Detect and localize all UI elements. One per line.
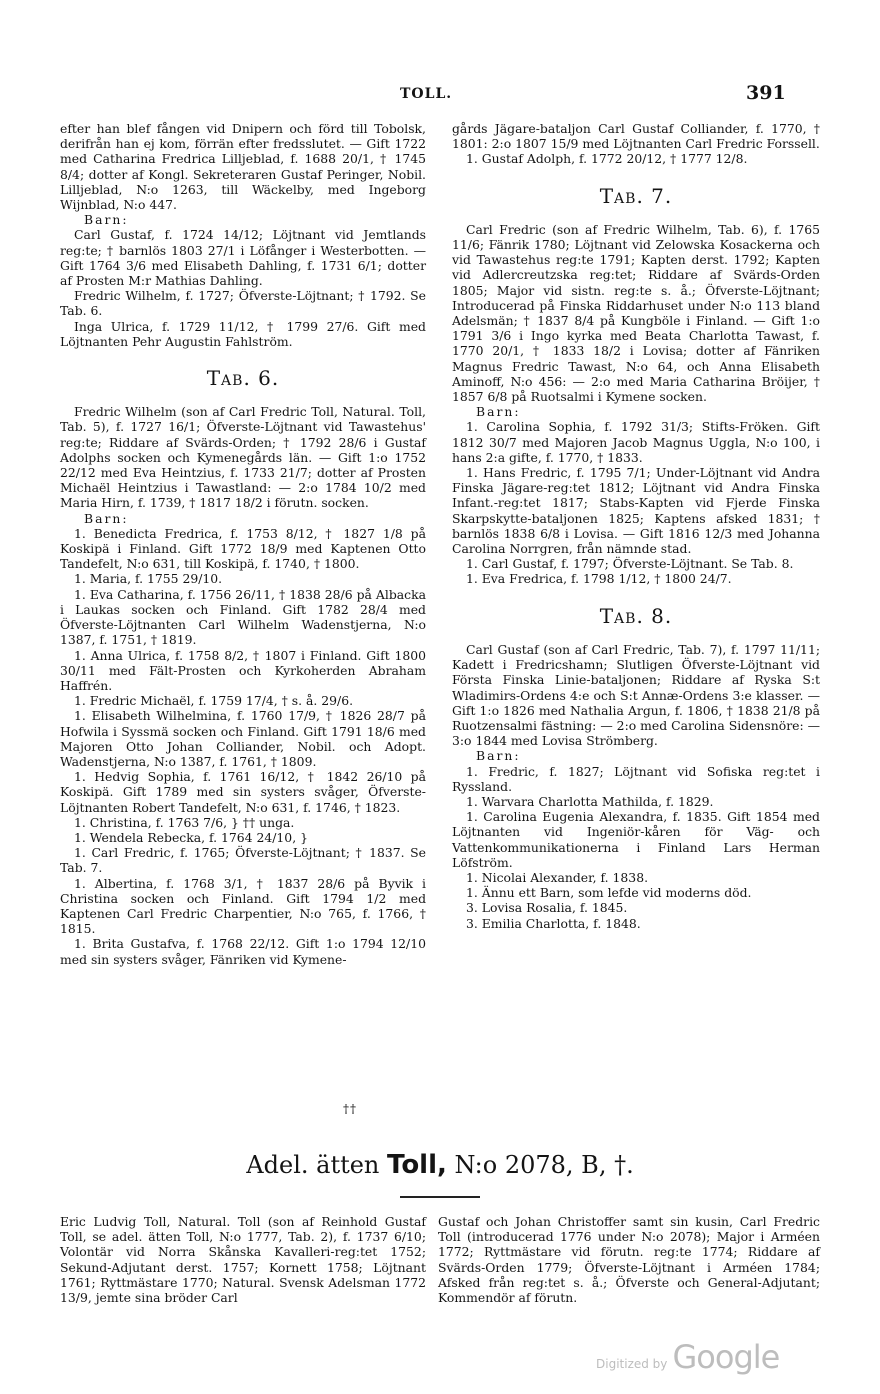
entry: 1. Carolina Eugenia Alexandra, f. 1835. Gift 1854 med Löjtnanten vid Ingeniör-kåren för Väg- och Vattenkommunikationerna i Finland Lars Herman Löfström. — [452, 809, 820, 870]
entry: 1. Benedicta Fredrica, f. 1753 8/12, † 1827 1/8 på Koskipä i Finland. Gift 1772 18/9 med Kaptenen Otto Tandefelt, N:o 631, till Koskipä, f. 1740, † 1800. — [60, 525, 426, 572]
entry: 1. Brita Gustafva, f. 1768 22/12. Gift 1:o 1794 12/10 med sin systers svåger, Fänriken vid Kymene- — [60, 936, 426, 967]
page-number: 391 — [746, 82, 786, 104]
running-head: TOLL. — [400, 86, 453, 102]
right-column — [452, 121, 820, 931]
entry: 1. Eva Fredrica, f. 1798 1/12, † 1800 24/7. — [466, 571, 732, 587]
entry: 1. Ännu ett Barn, som lefde vid moderns död. — [466, 885, 752, 901]
table-heading: Tab. 8. — [599, 603, 673, 628]
left-column — [60, 121, 426, 967]
entry: 1. Nicolai Alexander, f. 1838. — [466, 869, 649, 885]
barn-label: Barn: — [476, 748, 521, 764]
paragraph: efter han blef fången vid Dnipern och förd till Tobolsk, derifrån han ej kom, förrän efter fredsslutet. — Gift 1722 med Catharina Fredrica Lilljeblad, f. 1688 20/1, † 1745 8/4; dotter af Kongl. Sekreteraren Gustaf Peringer, Nobil. Lilljeblad, N:o 1263, till Wäckelby, med Ingeborg Wijnblad, N:o 447. — [60, 121, 426, 213]
entry: 1. Carolina Sophia, f. 1792 31/3; Stifts-Fröken. Gift 1812 30/7 med Majoren Jacob Magnus Uggla, N:o 100, i hans 2:a gifte, f. 1770, † 1833. — [452, 419, 820, 465]
paragraph: Carl Fredric (son af Fredric Wilhelm, Tab. 6), f. 1765 11/6; Fänrik 1780; Löjtnant vid Zelowska Kosackerna och vid Tawastehus reg:te 1791; Kapten derst. 1792; Kapten vid Adlercreutzska reg:tet; Riddare af Svärds-Orden 1805; Major vid sistn. reg:te s. å.; Öfverste-Löjtnant; Introducerad på Finska Riddarhuset under N:o 113 bland Adelsmän; † 1837 8/4 på Kungböle i Finland. — Gift 1:o 1791 3/6 i Ingo kyrka med Beata Charlotta Tawast, f. 1770 20/1, † 1833 18/2 i Lovisa; dotter af Fänriken Magnus Fredric Tawast, N:o 64, och Anna Elisabeth Aminoff, N:o 456: — 2:o med Maria Catharina Bröijer, † 1857 6/8 på Ruotsalmi i Kymene socken. — [452, 221, 820, 405]
entry: 1. Maria, f. 1755 29/10. — [74, 571, 223, 587]
paragraph: Fredric Wilhelm (son af Carl Fredric Toll, Natural. Toll, Tab. 5), f. 1727 16/1; Öfverste-Löjtnant vid Tawastehus' reg:te; Riddare af Svärds-Orden; † 1792 28/6 i Gustaf Adolphs socken och Kymenegårds län. — Gift 1:o 1752 22/12 med Eva Heintzius, f. 1733 21/7; dotter af Prosten Michaël Heintzius i Tawastland: — 2:o 1784 10/2 med Maria Hirn, f. 1739, † 1817 18/2 i förutn. socken. — [60, 404, 426, 511]
watermark-prefix: Digitized by — [596, 1357, 668, 1371]
digitized-watermark — [596, 1338, 779, 1376]
barn-label: Barn: — [476, 404, 521, 420]
google-logo: Google — [672, 1338, 780, 1376]
table-heading: Tab. 6. — [206, 366, 280, 391]
entry: 1. Albertina, f. 1768 3/1, † 1837 28/6 på Byvik i Christina socken och Finland. Gift 1794 1/2 med Kaptenen Carl Fredric Charpentier, N:o 765, f. 1766, † 1815. — [60, 875, 426, 937]
entry: 3. Emilia Charlotta, f. 1848. — [466, 915, 641, 931]
paragraph: Carl Gustaf (son af Carl Fredric, Tab. 7), f. 1797 11/11; Kadett i Fredricshamn; Slutligen Öfverste-Löjtnant vid Första Finska Linie-bataljonen; Riddare af Ryska S:t Wladimirs-Ordens 4:e och S:t Annæ-Ordens 3:e klasser. — Gift 1:o 1826 med Nathalia Argun, f. 1806, † 1838 21/8 på Ruotzensalmi fästning: — 2:o med Carolina Sidensnöre: — 3:o 1844 med Lovisa Strömberg. — [452, 641, 820, 749]
entry: 1. Eva Catharina, f. 1756 26/11, † 1838 28/6 på Albacka i Laukas socken och Finland. Gift 1782 28/4 med Öfverste-Löjtnanten Carl Wilhelm Wadenstjerna, N:o 1387, f. 1751, † 1819. — [60, 586, 426, 648]
entry: 1. Elisabeth Wilhelmina, f. 1760 17/9, † 1826 28/7 på Hofwila i Syssmä socken och Finland. Gift 1791 18/6 med Majoren Otto Johan Colliander, Nobil. och Adopt. Wadenstjerna, N:o 1387, f. 1761, † 1809. — [60, 708, 426, 769]
entry: 1. Gustaf Adolph, f. 1772 20/12, † 1777 12/8. — [466, 151, 748, 167]
entry: 1. Wendela Rebecka, f. 1764 24/10, } — [74, 829, 308, 845]
entry: Carl Gustaf, f. 1724 14/12; Löjtnant vid Jemtlands reg:te; † barnlös 1803 27/1 i Löfånger i Westerbotten. — Gift 1764 3/6 med Elisabeth Dahling, f. 1731 6/1; dotter af Prosten M:r Mathias Dahling. — [60, 227, 426, 289]
entry: 1. Hedvig Sophia, f. 1761 16/12, † 1842 26/10 på Koskipä. Gift 1789 med sin systers svåger, Öfverste-Löjtnanten Robert Tandefelt, N:o 631, f. 1746, † 1823. — [60, 769, 426, 815]
entry: 3. Lovisa Rosalia, f. 1845. — [466, 900, 628, 916]
entry: 1. Fredric Michaël, f. 1759 17/4, † s. å. 29/6. — [74, 693, 354, 709]
section-title-suffix: N:o 2078, B, †. — [454, 1151, 634, 1179]
entry: 1. Warvara Charlotta Mathilda, f. 1829. — [466, 793, 714, 809]
section-separator: †† — [343, 1102, 357, 1116]
paragraph: gårds Jägare-bataljon Carl Gustaf Colliander, f. 1770, † 1801: 2:o 1807 15/9 med Löjtnanten Carl Fredric Forssell. — [452, 121, 820, 152]
section-title-name: Toll, — [387, 1150, 447, 1180]
entry: Inga Ulrica, f. 1729 11/12, † 1799 27/6. Gift med Löjtnanten Pehr Augustin Fahlström. — [60, 318, 426, 349]
section-title-prefix: Adel. ätten — [246, 1151, 380, 1179]
barn-label: Barn: — [84, 212, 129, 228]
entry: 1. Christina, f. 1763 7/6, } †† unga. — [74, 814, 295, 830]
entry: 1. Anna Ulrica, f. 1758 8/2, † 1807 i Finland. Gift 1800 30/11 med Fält-Prosten och Kyrkoherden Abraham Haffrén. — [60, 647, 426, 693]
section-title — [0, 1150, 880, 1180]
title-rule — [400, 1196, 480, 1198]
barn-label: Barn: — [84, 510, 129, 526]
bottom-right-paragraph: Gustaf och Johan Christoffer samt sin kusin, Carl Fredric Toll (introducerad 1776 under N:o 2078); Major i Arméen 1772; Ryttmästare vid förutn. reg:te 1774; Riddare af Svärds-Orden 1779; Öfverste-Löjtnant i Arméen 1784; Afsked från reg:tet s. å.; Öfverste och General-Adjutant; Kommendör af förutn. — [438, 1214, 820, 1306]
entry: 1. Carl Fredric, f. 1765; Öfverste-Löjtnant; † 1837. Se Tab. 7. — [60, 845, 426, 876]
bottom-left-paragraph: Eric Ludvig Toll, Natural. Toll (son af Reinhold Gustaf Toll, se adel. ätten Toll, N:o 1777, Tab. 2), f. 1737 6/10; Volontär vid Norra Skånska Kavalleri-reg:tet 1752; Sekund-Adjutant derst. 1757; Kornett 1758; Löjtnant 1761; Ryttmästare 1770; Natural. Svensk Adelsman 1772 13/9, jemte sina bröder Carl — [60, 1214, 426, 1306]
table-heading: Tab. 7. — [599, 183, 673, 208]
entry: 1. Fredric, f. 1827; Löjtnant vid Sofiska reg:tet i Ryssland. — [452, 763, 820, 794]
entry: 1. Carl Gustaf, f. 1797; Öfverste-Löjtnant. Se Tab. 8. — [466, 556, 794, 572]
entry: Fredric Wilhelm, f. 1727; Öfverste-Löjtnant; † 1792. Se Tab. 6. — [60, 288, 426, 319]
entry: 1. Hans Fredric, f. 1795 7/1; Under-Löjtnant vid Andra Finska Jägare-reg:tet 1812; Löjtnant vid Andra Finska Infant.-reg:tet 1817; Stabs-Kapten vid Fjerde Finska Skarpskytte-bataljonen 1825; Kaptens afsked 1831; † barnlös 1838 6/8 i Lovisa. — Gift 1816 12/3 med Johanna Carolina Norrgren, från nämnde stad. — [452, 465, 820, 557]
